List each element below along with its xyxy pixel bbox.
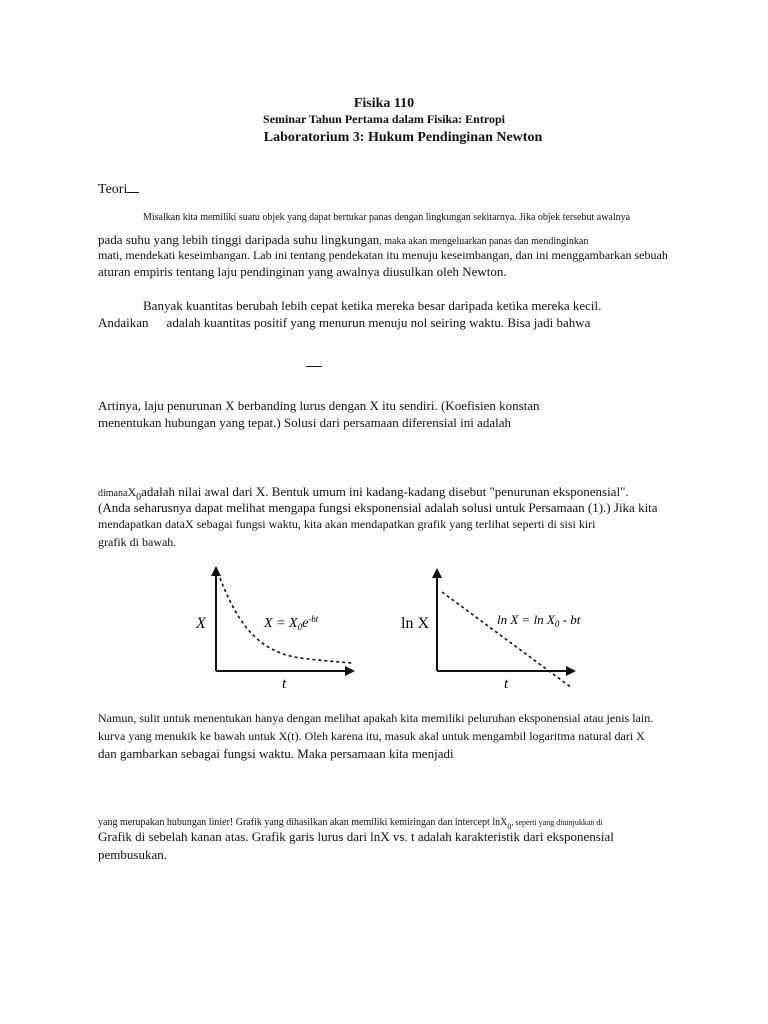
section-heading-text: Teori (98, 182, 128, 197)
p1-line4: aturan empiris tentang laju pendinginan yang awalnya diusulkan oleh Newton. (98, 264, 507, 279)
decay-graphs (190, 560, 590, 695)
lab-title: Laboratorium 3: Hukum Pendinginan Newton (263, 130, 543, 145)
left-x-label: t (282, 676, 287, 692)
p4-line1-d: adalah nilai awal dari X. Bentuk umum ini kadang-kadang disebut "penurunan eksponensial". (141, 484, 629, 499)
p1-line1: Misalkan kita memiliki suatu objek yang dapat bertukar panas dengan lingkungan sekitarnya. Jika objek tersebut awalnya (143, 212, 631, 223)
p2-line2-a: Andaikan (98, 315, 149, 330)
p5-line3: dan gambarkan sebagai fungsi waktu. Maka persamaan kita menjadi (98, 746, 454, 761)
p1-line2-a: pada suhu yang lebih tinggi daripada suhu lingkungan (98, 232, 380, 247)
left-eq-base: e (302, 616, 309, 631)
p4-line1-b: X (127, 485, 137, 499)
right-eq-b: - bt (559, 612, 581, 627)
right-eq-a: ln X = ln X (497, 612, 555, 627)
p3-line1: Artinya, laju penurunan X berbanding lurus dengan X itu sendiri. (Koefisien konstan (98, 398, 540, 413)
right-linear-line (442, 592, 572, 688)
right-x-label: t (504, 676, 509, 692)
p4-line1-a: dimana (98, 488, 128, 499)
p6-line2: Grafik di sebelah kanan atas. Grafik garis lurus dari lnX vs. t adalah karakteristik dari eksponensial (98, 829, 614, 844)
p4-line3: mendapatkan dataX sebagai fungsi waktu, kita akan mendapatkan grafik yang terlihat seperti di sisi kiri (98, 517, 596, 531)
p2-line2 (98, 315, 590, 331)
left-equation (263, 614, 319, 632)
left-eq-sub: 0 (297, 622, 303, 632)
p3-line2: menentukan hubungan yang tepat.) Solusi dari persamaan diferensial ini adalah (98, 415, 511, 430)
left-y-label: X (196, 615, 206, 632)
p6-line1-b: 0 (507, 822, 512, 832)
right-y-label: ln X (401, 615, 429, 632)
p5-line2: kurva yang menukik ke bawah untuk X(t). Oleh karena itu, masuk akal untuk mengambil logaritma natural dari X (98, 729, 645, 743)
right-eq-sub: 0 (554, 619, 560, 629)
left-eq-exp: -bt (308, 614, 319, 624)
p6-line1-c: , seperti yang ditunjukkan di (511, 818, 603, 827)
p2-line2-b: adalah kuantitas positif yang menurun menuju nol seiring waktu. Bisa jadi bahwa (166, 315, 591, 330)
section-heading (98, 180, 139, 198)
p1-line2-b: , maka akan mengeluarkan panas dan mendinginkan (379, 236, 589, 247)
left-eq-lhs: X = X (264, 616, 298, 631)
p1-line3: mati, mendekati keseimbangan. Lab ini tentang pendekatan itu menuju keseimbangan, dan ini menggambarkan sebuah (98, 248, 668, 262)
p6-line1-a: yang merupakan hubungan linier! Grafik yang dihasilkan akan memiliki kemiringan dan intercept lnX (98, 817, 508, 828)
p2-line1: Banyak kuantitas berubah lebih cepat ketika mereka besar daripada ketika mereka kecil. (143, 298, 602, 313)
p5-line1: Namun, sulit untuk menentukan hanya dengan melihat apakah kita memiliki peluruhan eksponensial atau jenis lain. (98, 711, 654, 725)
right-equation (497, 612, 581, 629)
p4-line2: (Anda seharusnya dapat melihat mengapa fungsi eksponensial adalah solusi untuk Persamaan (1).) Jika kita (98, 500, 658, 515)
p4-line4: grafik di bawah. (98, 535, 177, 549)
heading-underline (127, 180, 139, 193)
p4-line1-c: 0 (136, 492, 142, 504)
equation-fraction-bar (306, 366, 322, 367)
seminar-title: Seminar Tahun Pertama dalam Fisika: Entropi (263, 112, 505, 126)
p1-line2 (98, 231, 588, 249)
course-title: Fisika 110 (353, 96, 415, 111)
p6-line3: pembusukan. (98, 847, 167, 862)
